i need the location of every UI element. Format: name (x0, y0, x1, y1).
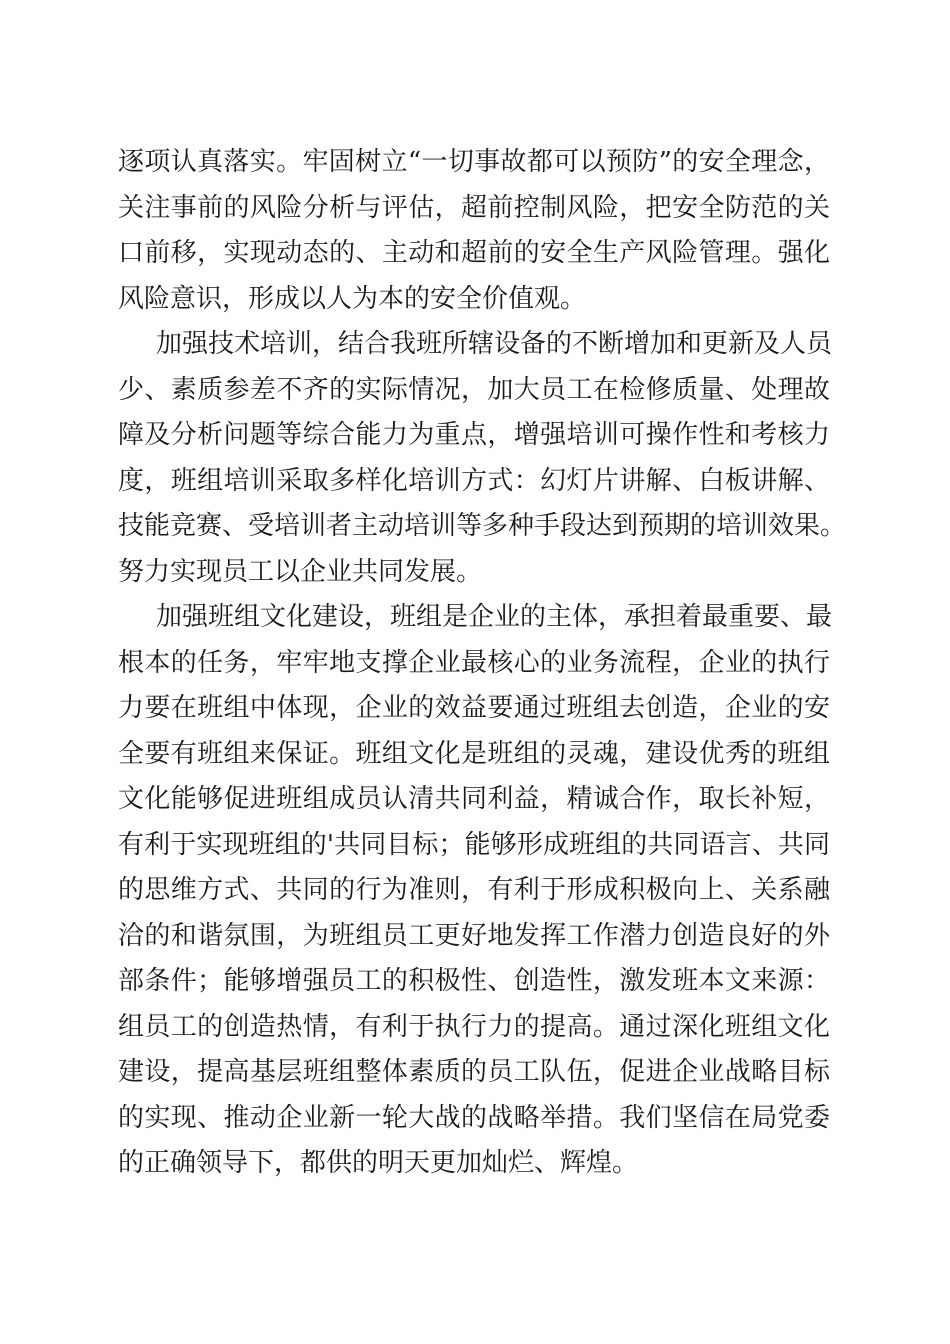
paragraph-3-line-13: 的正确领导下，都供的明天更加灿烂、辉煌。 (118, 1148, 639, 1178)
paragraph-1-line-4: 风险意识，形成以人为本的安全价值观。 (118, 283, 587, 314)
paragraph-3-line-10: 组员工的创造热情，有利于执行力的提高。通过深化班组文化 (118, 1011, 830, 1042)
paragraph-3-line-8: 洽的和谐氛围，为班组员工更好地发挥工作潜力创造良好的外 (118, 920, 830, 951)
paragraph-3-line-4: 全要有班组来保证。班组文化是班组的灵魂，建设优秀的班组 (118, 738, 830, 769)
paragraph-3-line-9: 部条件；能够增强员工的积极性、创造性，激发班本文来源： (118, 966, 830, 996)
paragraph-3-line-5: 文化能够促进班组成员认清共同利益，精诚合作，取长补短， (118, 784, 830, 814)
paragraph-2-line-1: 加强技术培训，结合我班所辖设备的不断增加和更新及人员 (156, 329, 833, 359)
paragraph-3-line-1: 加强班组文化建设，班组是企业的主体，承担着最重要、最 (156, 602, 833, 632)
paragraph-3-line-2: 根本的任务，牢牢地支撑企业最核心的业务流程，企业的执行 (118, 647, 830, 678)
paragraph-1-line-3: 口前移，实现动态的、主动和超前的安全生产风险管理。强化 (118, 238, 830, 268)
paragraph-1-line-2: 关注事前的风险分析与评估，超前控制风险，把安全防范的关 (118, 192, 830, 223)
paragraph-3-line-11: 建设，提高基层班组整体素质的员工队伍，促进企业战略目标 (118, 1057, 830, 1087)
paragraph-3-line-7: 的思维方式、共同的行为准则，有利于形成积极向上、关系融 (118, 875, 830, 905)
paragraph-2-line-5: 技能竞赛、受培训者主动培训等多种手段达到预期的培训效果。 (118, 511, 847, 541)
paragraph-2-line-3: 障及分析问题等综合能力为重点，增强培训可操作性和考核力 (118, 420, 830, 450)
paragraph-2-line-6: 努力实现员工以企业共同发展。 (118, 556, 483, 587)
paragraph-2-line-4: 度，班组培训采取多样化培训方式：幻灯片讲解、白板讲解、 (118, 465, 830, 496)
paragraph-1-line-1: 逐项认真落实。牢固树立“一切事故都可以预防”的安全理念， (118, 147, 830, 177)
document-body (118, 140, 847, 1187)
paragraph-2-line-2: 少、素质参差不齐的实际情况，加大员工在检修质量、处理故 (118, 374, 830, 405)
paragraph-3-line-3: 力要在班组中体现，企业的效益要通过班组去创造，企业的安 (118, 693, 830, 723)
paragraph-3-line-6: 有利于实现班组的'共同目标；能够形成班组的共同语言、共同 (118, 829, 830, 860)
paragraph-3-line-12: 的实现、推动企业新一轮大战的战略举措。我们坚信在局党委 (118, 1102, 830, 1133)
